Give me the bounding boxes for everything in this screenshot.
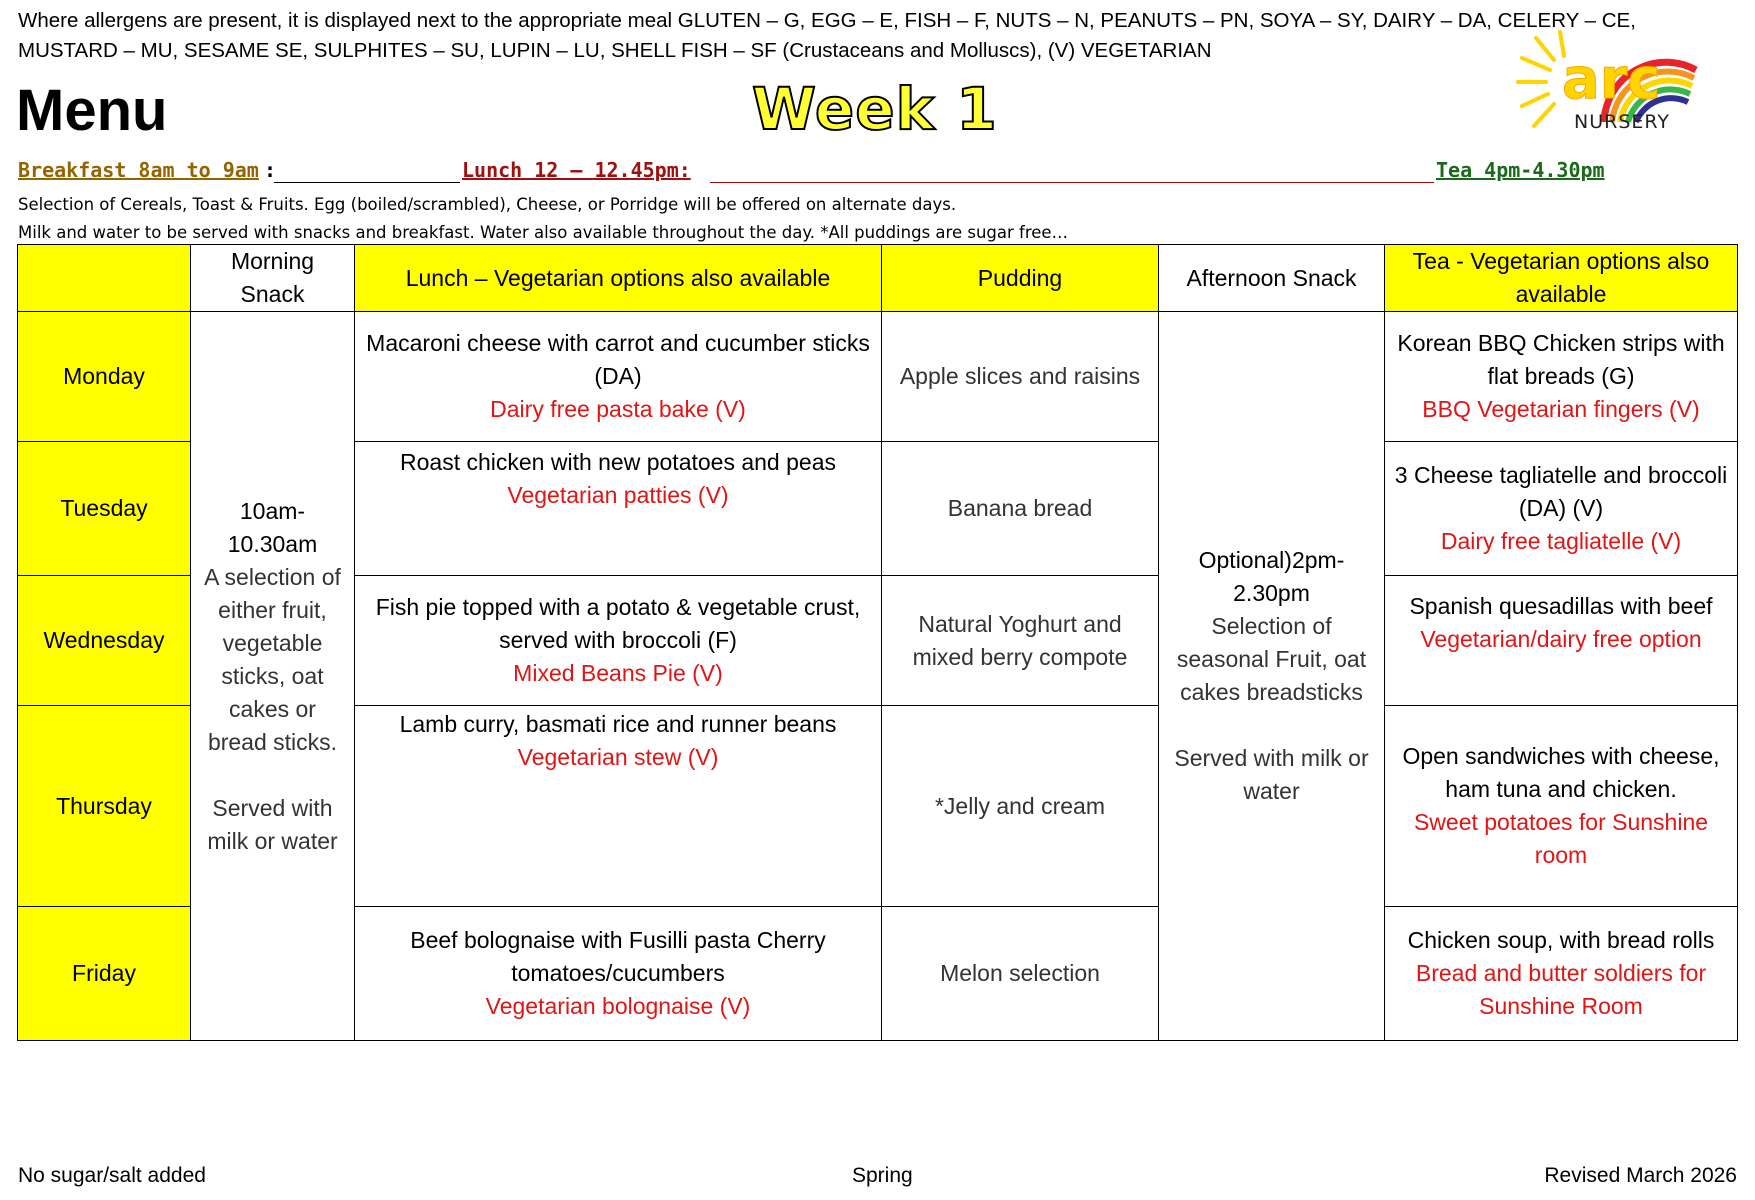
lunch-main: Roast chicken with new potatoes and peas [400, 449, 836, 475]
breakfast-note: Selection of Cereals, Toast & Fruits. Egg (boiled/scrambled), Cheese, or Porridge will be offered on alternate days. [18, 195, 957, 214]
lunch-main: Beef bolognaise with Fusilli pasta Cherry tomatoes/cucumbers [410, 927, 826, 986]
tea-main: Open sandwiches with cheese, ham tuna and chicken. [1402, 743, 1720, 802]
lunch-cell [355, 706, 882, 907]
header-tea: Tea - Vegetarian options also available [1385, 245, 1738, 312]
week-title: Week 1 [752, 75, 998, 143]
footer-season: Spring [852, 1164, 913, 1187]
pudding-cell: Banana bread [882, 442, 1159, 576]
tea-main: Chicken soup, with bread rolls [1407, 927, 1715, 953]
lunch-main: Macaroni cheese with carrot and cucumber sticks (DA) [366, 330, 870, 389]
allergen-notice: Where allergens are present, it is displayed next to the appropriate meal GLUTEN – G, EGG – E, FISH – F, NUTS – N, PEANUTS – PN, SOYA – SY, DAIRY – DA, CELERY – CE, MUSTARD – MU, SESAME SE, SULPHITES – SU, LUPIN – LU, SHELL FISH – SF (Crustaceans and Molluscs), (V) VEGETARIAN [18, 9, 1636, 62]
tea-main: Spanish quesadillas with beef [1409, 593, 1713, 619]
lunch-veg: Dairy free pasta bake (V) [490, 396, 746, 422]
header-lunch: Lunch – Vegetarian options also available [355, 245, 882, 312]
header-day [18, 245, 191, 312]
day-label: Tuesday [18, 442, 191, 576]
day-label: Thursday [18, 706, 191, 907]
arc-nursery-logo [1512, 30, 1702, 140]
pudding-cell: Apple slices and raisins [882, 312, 1159, 442]
tea-cell [1385, 576, 1738, 706]
tea-cell [1385, 442, 1738, 576]
footer-no-sugar: No sugar/salt added [18, 1164, 206, 1187]
lunch-veg: Vegetarian patties (V) [507, 482, 729, 508]
table-header-row [18, 245, 1738, 312]
tea-cell [1385, 706, 1738, 907]
lunch-cell [355, 312, 882, 442]
tea-time: Tea 4pm-4.30pm [1436, 158, 1605, 182]
afternoon-snack-time: Optional)2pm-2.30pm [1198, 547, 1345, 606]
pudding-cell: Natural Yoghurt and mixed berry compote [882, 576, 1159, 706]
pudding-cell: Melon selection [882, 907, 1159, 1041]
header-pudding: Pudding [882, 245, 1159, 312]
lunch-cell [355, 442, 882, 576]
tea-veg: Dairy free tagliatelle (V) [1440, 528, 1682, 554]
lunch-cell [355, 576, 882, 706]
breakfast-rule [274, 182, 460, 183]
morning-snack-served: Served with milk or water [207, 794, 338, 854]
tea-cell [1385, 312, 1738, 442]
logo-subtext: NURSERY [1574, 111, 1670, 133]
table-row [18, 312, 1738, 442]
menu-notes [18, 191, 1068, 247]
lunch-rule [710, 182, 1434, 183]
tea-main: Korean BBQ Chicken strips with flat breads (G) [1397, 330, 1725, 389]
breakfast-time: Breakfast 8am to 9am [18, 158, 259, 182]
lunch-main: Lamb curry, basmati rice and runner beans [399, 711, 837, 737]
pudding-cell: *Jelly and cream [882, 706, 1159, 907]
logo-text: arc [1562, 47, 1661, 112]
lunch-cell [355, 907, 882, 1041]
morning-snack-desc: A selection of either fruit, vegetable sticks, oat cakes or bread sticks. [204, 563, 341, 755]
lunch-time: Lunch 12 – 12.45pm: [462, 158, 691, 182]
afternoon-snack-desc: Selection of seasonal Fruit, oat cakes breadsticks [1176, 613, 1367, 705]
morning-snack-cell [191, 312, 355, 1041]
tea-veg: Sweet potatoes for Sunshine room [1413, 809, 1709, 868]
page-title: Menu [16, 78, 168, 143]
header-morning-snack: Morning Snack [191, 245, 355, 312]
tea-veg: BBQ Vegetarian fingers (V) [1422, 396, 1700, 422]
morning-snack-time: 10am-10.30am [227, 497, 318, 557]
day-label: Monday [18, 312, 191, 442]
weekly-menu-table [17, 244, 1738, 1041]
tea-main: 3 Cheese tagliatelle and broccoli (DA) (V) [1394, 462, 1728, 521]
tea-cell [1385, 907, 1738, 1041]
drinks-note: Milk and water to be served with snacks and breakfast. Water also available throughout the day. *All puddings are sugar free… [18, 223, 1069, 242]
footer-revised: Revised March 2026 [1544, 1164, 1737, 1187]
lunch-veg: Vegetarian bolognaise (V) [485, 993, 751, 1019]
tea-veg: Bread and butter soldiers for Sunshine Room [1415, 960, 1707, 1019]
lunch-main: Fish pie topped with a potato & vegetable crust, served with broccoli (F) [375, 594, 861, 653]
afternoon-snack-served: Served with milk or water [1174, 745, 1369, 804]
day-label: Wednesday [18, 576, 191, 706]
lunch-veg: Vegetarian stew (V) [517, 744, 719, 770]
meal-times [18, 158, 1738, 188]
afternoon-snack-cell [1159, 312, 1385, 1041]
day-label: Friday [18, 907, 191, 1041]
tea-veg: Vegetarian/dairy free option [1420, 626, 1702, 652]
lunch-veg: Mixed Beans Pie (V) [513, 660, 723, 686]
header-afternoon-snack: Afternoon Snack [1159, 245, 1385, 312]
breakfast-colon: : [264, 158, 277, 182]
